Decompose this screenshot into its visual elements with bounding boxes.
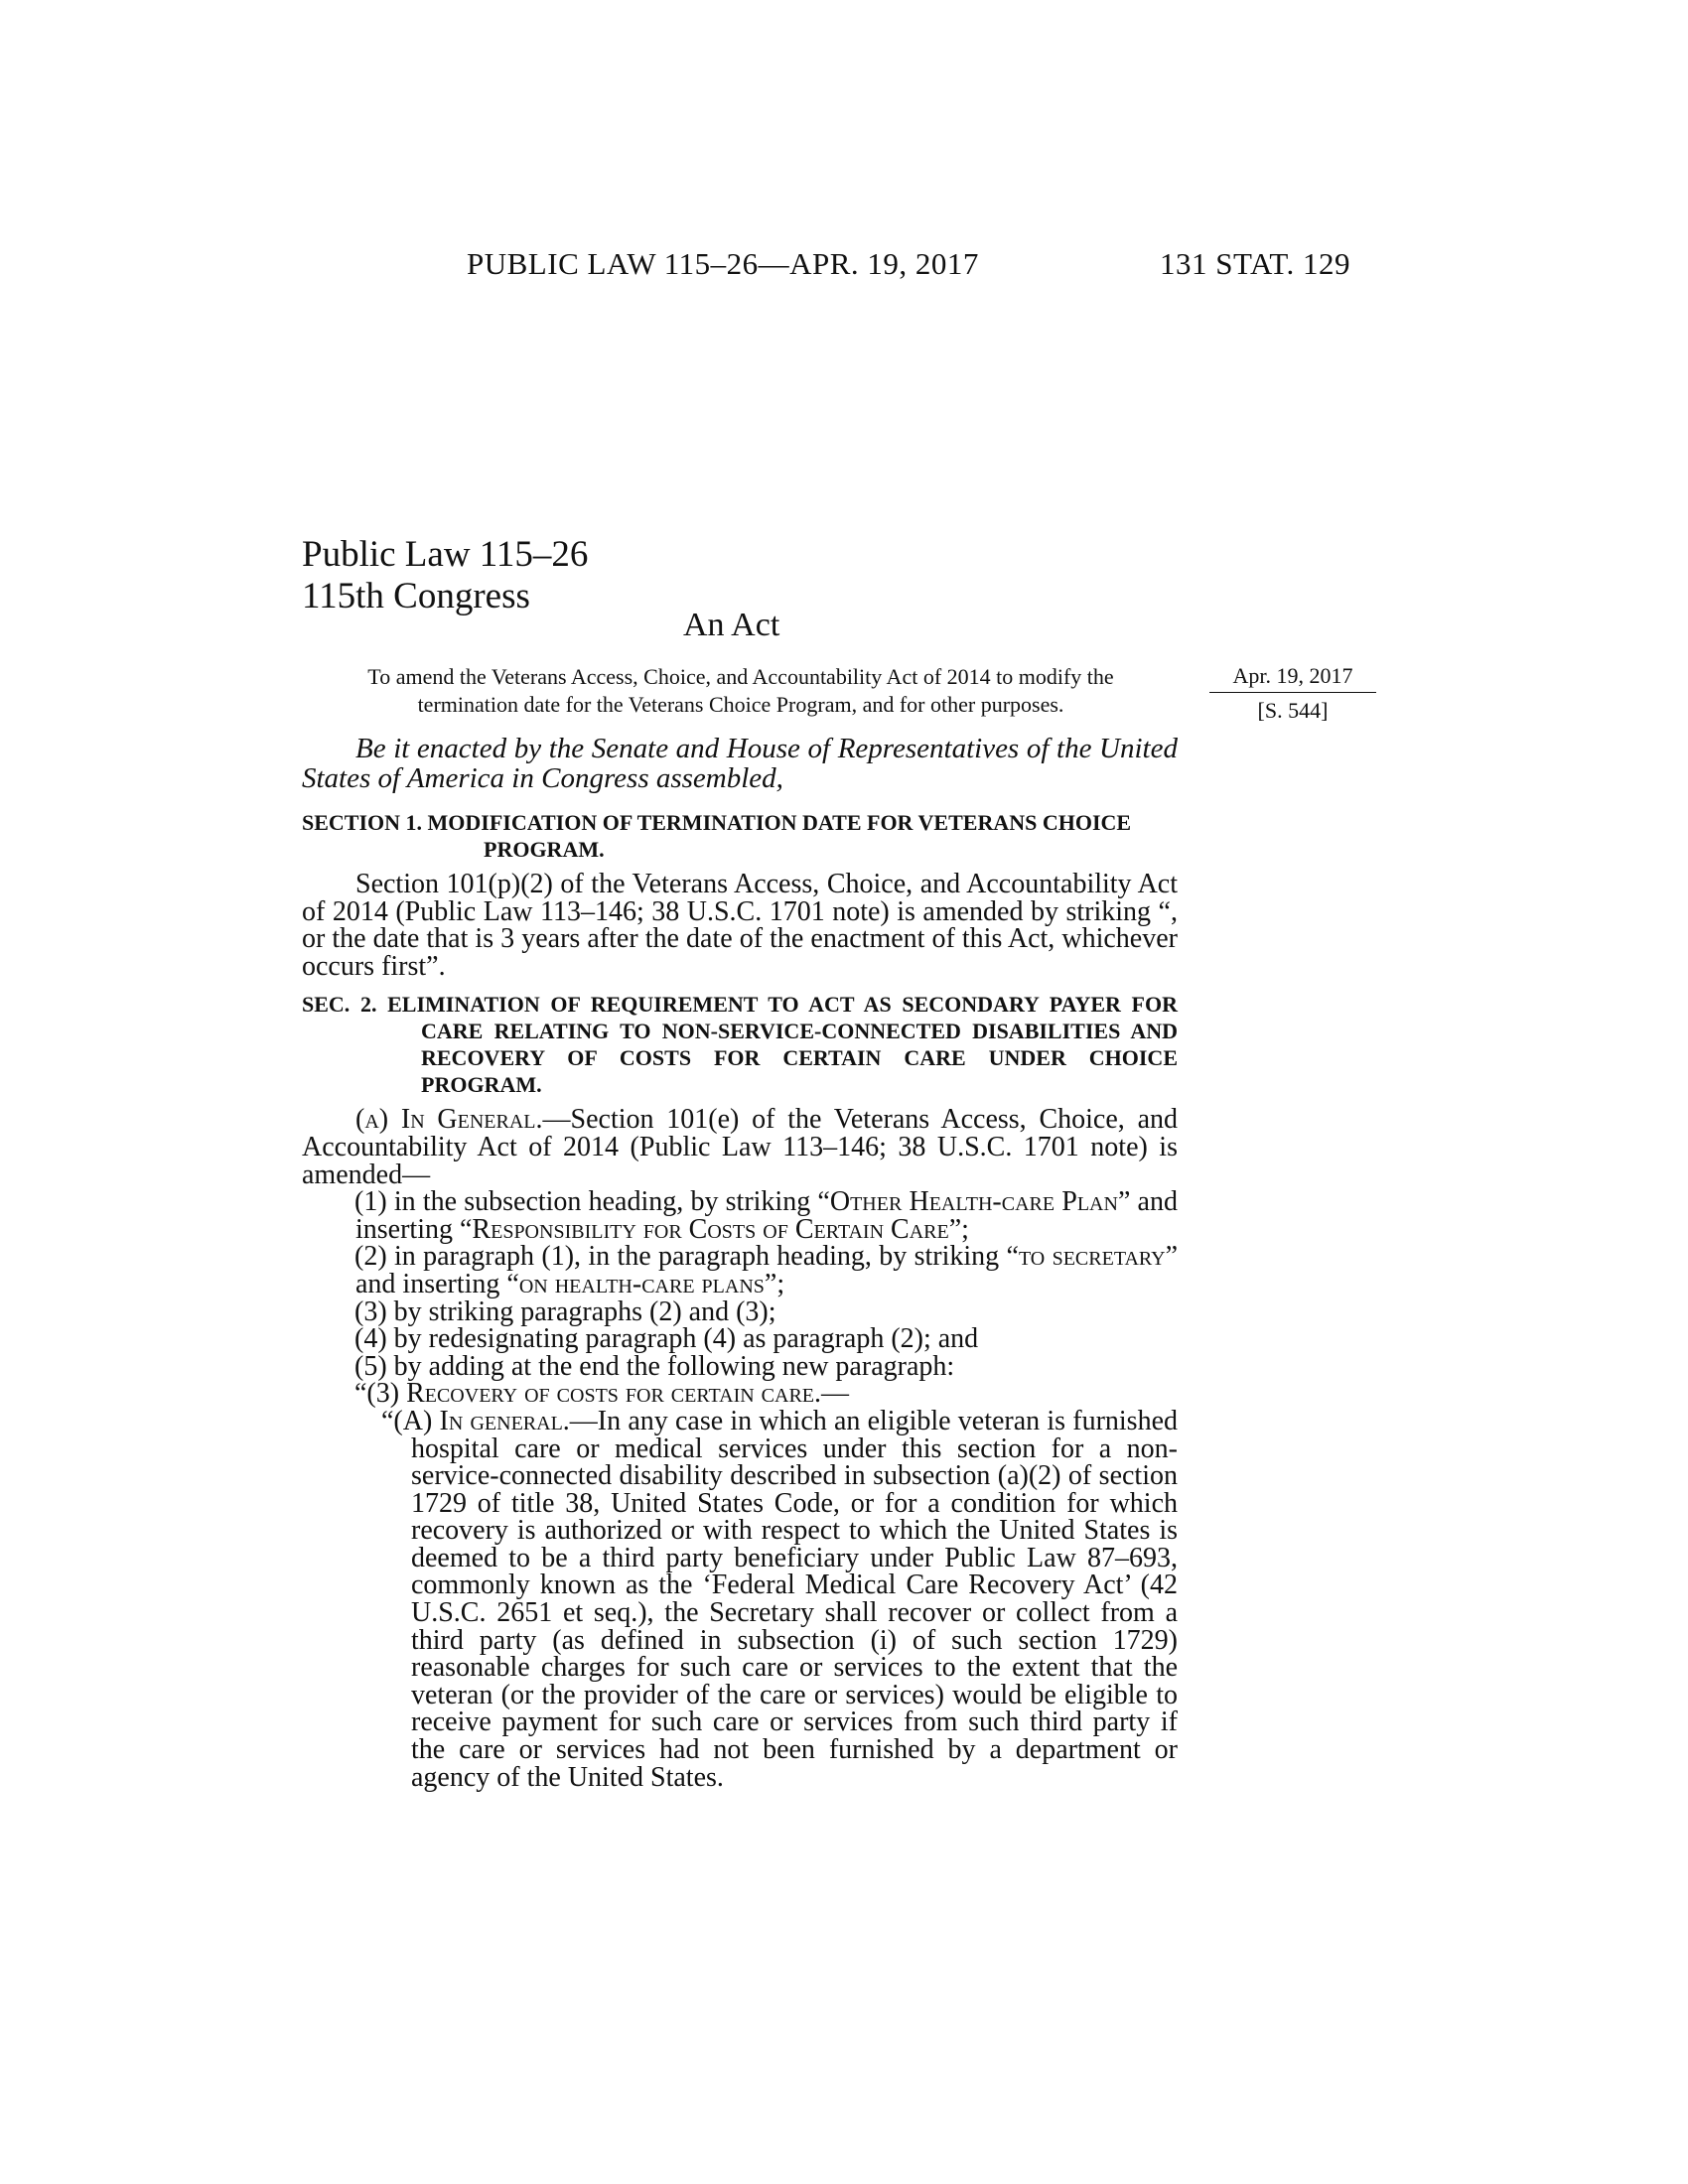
quoted-subparagraph-a (302, 1405, 1178, 1793)
quoted-paragraph-heading: “(3) Recovery of costs for certain care.— (354, 1378, 850, 1410)
subsection-a-label: (a) In General. (355, 1104, 543, 1136)
amendment-item-2: (2) in paragraph (1), in the paragraph heading, by striking “to secretary” and inserting “on health-care plans”; (354, 1241, 1179, 1299)
statute-page-number: 131 STAT. 129 (1160, 246, 1351, 281)
act-purpose: To amend the Veterans Access, Choice, and Accountability Act of 2014 to modify the termination date for the Veterans Choice Program, and for other purposes. (367, 664, 1114, 717)
margin-note (1209, 662, 1376, 725)
amendment-item-1: (1) in the subsection heading, by striking “Other Health-care Plan” and inserting “Responsibility for Costs of Certain Care”; (354, 1186, 1178, 1245)
congress-number: 115th Congress (302, 576, 530, 616)
running-header-left: PUBLIC LAW 115–26—APR. 19, 2017 (467, 246, 979, 281)
enacting-clause: Be it enacted by the Senate and House of Representatives of the United States of America in Congress assembled, (302, 733, 1178, 794)
law-body (302, 734, 1178, 1791)
subparagraph-a-text: —In any case in which an eligible veteran is furnished hospital care or medical services under this section for a non-service-connected disability described in subsection (a)(2) of section 1729 of title 38, United States Code, or for a condition for which recovery is authorized or with respect to which the United States is deemed to be a third party beneficiary under Public Law 87–693, commonly known as the ‘Federal Medical Care Recovery Act’ (42 U.S.C. 2651 et seq.), the Secretary shall recover or collect from a third party (as defined in subsection (i) of such section 1729) reasonable charges for such care or services to the extent that the veteran (or the provider of the care or services) would be eligible to receive payment for such care or services from such third party if the care or services had not been furnished by a department or agency of the United States. (411, 1405, 1178, 1793)
section-1-text: Section 101(p)(2) of the Veterans Access, Choice, and Accountability Act of 2014 (Public Law 113–146; 38 U.S.C. 1701 note) is amended by striking “, or the date that is 3 years after the date of the enactment of this Act, whichever occurs first”. (302, 869, 1178, 982)
section-2-heading: SEC. 2. ELIMINATION OF REQUIREMENT TO ACT AS SECONDARY PAYER FOR CARE RELATING TO NON-SERVICE-CONNECTED DISABILITIES AND RECOVERY OF COSTS FOR CERTAIN CARE UNDER CHOICE PROGRAM. (302, 992, 1178, 1098)
law-title-block (302, 534, 588, 617)
subsection-a-text: —Section 101(e) of the Veterans Access, Choice, and Accountability Act of 2014 (Public Law 113–146; 38 U.S.C. 1701 note) is amended— (302, 1104, 1178, 1190)
section-1-heading: SECTION 1. MODIFICATION OF TERMINATION DATE FOR VETERANS CHOICE PROGRAM. (302, 810, 1132, 862)
amendment-item-3: (3) by striking paragraphs (2) and (3); (354, 1296, 776, 1327)
amendment-item-5: (5) by adding at the end the following new paragraph: (354, 1350, 955, 1382)
public-law-number: Public Law 115–26 (302, 534, 589, 575)
enactment-date: Apr. 19, 2017 (1209, 662, 1376, 693)
act-title: An Act (683, 607, 780, 643)
amendment-item-4: (4) by redesignating paragraph (4) as paragraph (2); and (354, 1323, 979, 1355)
bill-number: [S. 544] (1257, 698, 1329, 723)
subsection-a (302, 1106, 1178, 1188)
subparagraph-a-label: “(A) In general. (381, 1405, 570, 1436)
